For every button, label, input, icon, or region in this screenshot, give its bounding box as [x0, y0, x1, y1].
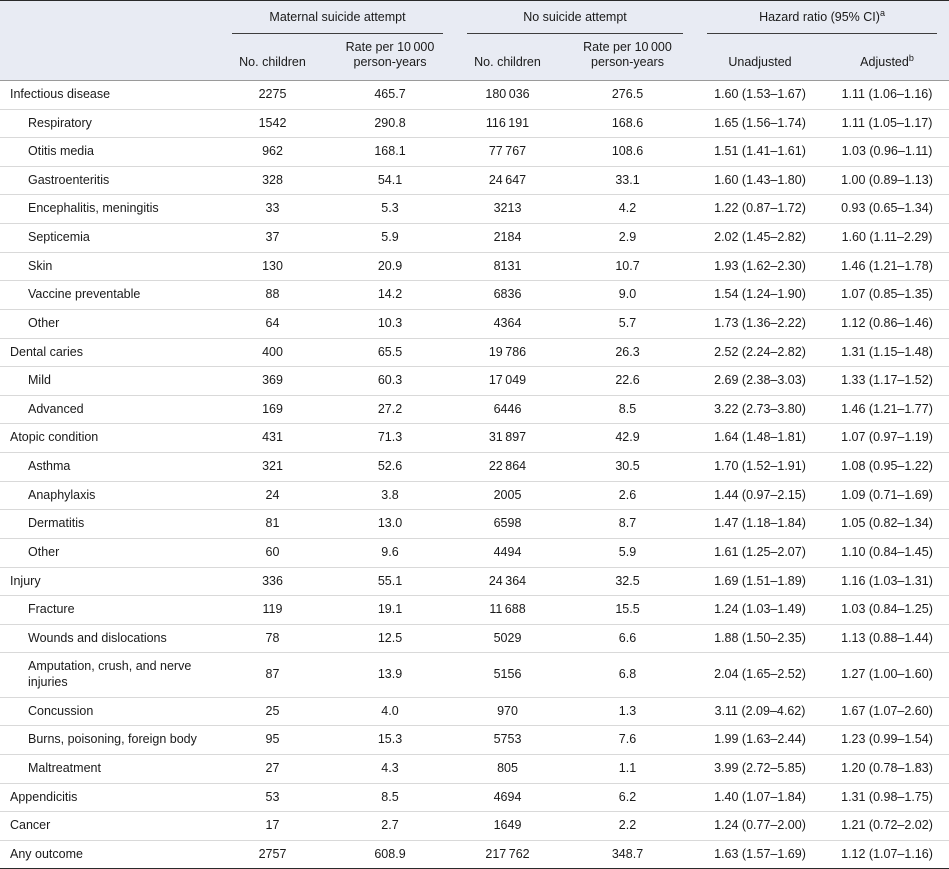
value-cell: 2.2 — [618, 818, 637, 833]
value-cell: 336 — [262, 573, 283, 588]
value-cell: 431 — [262, 430, 283, 445]
value-cell: 27 — [265, 760, 280, 775]
value-cell: 2.02 (1.45–2.82) — [714, 230, 806, 244]
outcome-label: Dermatitis — [28, 516, 85, 531]
value-cell: 24 364 — [488, 573, 527, 588]
value-cell: 14.2 — [377, 287, 403, 302]
value-cell: 1.21 (0.72–2.02) — [841, 818, 933, 833]
value-cell: 1.07 (0.97–1.19) — [841, 430, 933, 445]
col-header-rate-unexposed: Rate per 10 000 person-years — [583, 39, 672, 70]
table-row — [0, 840, 949, 869]
value-cell: 33.1 — [615, 172, 640, 187]
value-cell: 15.5 — [615, 602, 640, 617]
value-cell: 5753 — [493, 732, 522, 747]
value-cell: 3.11 (2.09–4.62) — [714, 703, 806, 718]
value-cell: 400 — [262, 344, 283, 359]
value-cell: 19.1 — [377, 602, 403, 617]
outcome-label: Asthma — [28, 459, 71, 473]
value-cell: 4494 — [493, 544, 522, 559]
value-cell: 608.9 — [374, 846, 406, 861]
table-row — [0, 653, 949, 697]
value-cell: 17 049 — [488, 373, 527, 388]
table-row — [0, 624, 949, 653]
value-cell: 1.24 (0.77–2.00) — [714, 818, 806, 833]
value-cell: 1649 — [493, 818, 522, 833]
value-cell: 4.0 — [381, 703, 399, 718]
outcome-label: Any outcome — [10, 846, 83, 861]
value-cell: 1.44 (0.97–2.15) — [714, 487, 806, 502]
table-row — [0, 367, 949, 396]
col-header-no-children-exposed: No. children — [239, 55, 306, 70]
value-cell: 1.70 (1.52–1.91) — [714, 459, 806, 473]
value-cell: 2005 — [493, 487, 522, 502]
table-row — [0, 138, 949, 167]
value-cell: 1.12 (1.07–1.16) — [841, 846, 933, 861]
value-cell: 1.08 (0.95–1.22) — [841, 459, 933, 473]
outcome-label: Infectious disease — [10, 86, 111, 101]
value-cell: 276.5 — [611, 86, 644, 101]
outcome-label: Gastroenteritis — [28, 172, 110, 187]
table-body — [0, 80, 949, 869]
value-cell: 42.9 — [615, 430, 640, 445]
value-cell: 5.9 — [618, 544, 637, 559]
value-cell: 22.6 — [615, 373, 640, 388]
value-cell: 5.9 — [381, 230, 399, 244]
value-cell: 1.54 (1.24–1.90) — [714, 287, 806, 302]
outcome-label: Dental caries — [10, 344, 83, 359]
value-cell: 1.3 — [618, 703, 637, 718]
value-cell: 1.93 (1.62–2.30) — [714, 258, 806, 273]
value-cell: 13.0 — [377, 516, 403, 531]
outcome-label: Atopic condition — [10, 430, 99, 445]
value-cell: 32.5 — [615, 573, 640, 588]
outcome-label: Injury — [10, 573, 41, 588]
value-cell: 5156 — [493, 667, 522, 682]
value-cell: 8.7 — [618, 516, 637, 531]
group-label: No suicide attempt — [523, 10, 627, 24]
value-cell: 10.7 — [615, 258, 640, 273]
value-cell: 64 — [265, 315, 280, 330]
value-cell: 54.1 — [377, 172, 403, 187]
outcome-label: Amputation, crush, and nerve injuries — [28, 659, 192, 689]
value-cell: 1.12 (0.86–1.46) — [841, 315, 933, 330]
value-cell: 2275 — [258, 86, 287, 101]
value-cell: 0.93 (0.65–1.34) — [841, 201, 933, 216]
value-cell: 1.51 (1.41–1.61) — [714, 144, 806, 159]
table-row — [0, 195, 949, 224]
table-row — [0, 726, 949, 755]
value-cell: 5.7 — [618, 315, 637, 330]
value-cell: 1.65 (1.56–1.74) — [714, 115, 806, 130]
value-cell: 1.31 (0.98–1.75) — [841, 789, 933, 804]
table-row — [0, 309, 949, 338]
group-label: Maternal suicide attempt — [269, 10, 406, 24]
outcome-label: Burns, poisoning, foreign body — [28, 732, 197, 747]
value-cell: 2.52 (2.24–2.82) — [714, 344, 806, 359]
value-cell: 4364 — [493, 315, 522, 330]
value-cell: 2.69 (2.38–3.03) — [714, 373, 806, 388]
value-cell: 1.07 (0.85–1.35) — [841, 287, 933, 302]
value-cell: 9.6 — [381, 544, 399, 559]
value-cell: 77 767 — [488, 144, 527, 159]
value-cell: 10.3 — [377, 315, 403, 330]
value-cell: 465.7 — [374, 86, 406, 101]
value-cell: 22 864 — [488, 459, 527, 473]
value-cell: 108.6 — [611, 144, 644, 159]
value-cell: 1.03 (0.96–1.11) — [841, 144, 933, 159]
value-cell: 4694 — [493, 789, 522, 804]
outcome-label: Advanced — [28, 401, 84, 416]
outcome-label: Other — [28, 315, 60, 330]
value-cell: 37 — [265, 230, 280, 244]
table-row — [0, 338, 949, 367]
outcome-label: Appendicitis — [10, 789, 78, 804]
value-cell: 1.46 (1.21–1.77) — [841, 401, 933, 416]
value-cell: 168.1 — [374, 144, 406, 159]
value-cell: 12.5 — [377, 630, 403, 645]
table-row — [0, 424, 949, 453]
table-row — [0, 109, 949, 138]
outcome-label: Otitis media — [28, 144, 94, 159]
col-header-no-children-unexposed: No. children — [474, 55, 541, 70]
empty-header-cell — [0, 1, 220, 34]
group-label: Hazard ratio (95% CI) — [759, 10, 880, 24]
value-cell: 1.16 (1.03–1.31) — [841, 573, 933, 588]
table-row — [0, 697, 949, 726]
value-cell: 9.0 — [618, 287, 637, 302]
value-cell: 53 — [265, 789, 280, 804]
value-cell: 217 762 — [485, 846, 530, 861]
table-header — [0, 1, 949, 81]
value-cell: 1.67 (1.07–2.60) — [841, 703, 933, 718]
outcome-label: Cancer — [10, 818, 51, 833]
value-cell: 3213 — [493, 201, 522, 216]
value-cell: 328 — [262, 172, 283, 187]
value-cell: 65.5 — [377, 344, 403, 359]
value-cell: 88 — [265, 287, 280, 302]
value-cell: 1.00 (0.89–1.13) — [841, 172, 933, 187]
value-cell: 1.60 (1.53–1.67) — [714, 86, 806, 101]
value-cell: 169 — [262, 401, 283, 416]
footnote-marker-b: b — [908, 53, 914, 64]
value-cell: 8.5 — [618, 401, 637, 416]
outcome-label: Maltreatment — [28, 760, 101, 775]
table-row — [0, 510, 949, 539]
value-cell: 1.03 (0.84–1.25) — [841, 602, 933, 617]
sub-header-row — [0, 34, 949, 81]
outcome-label: Mild — [28, 373, 51, 388]
value-cell: 24 — [265, 487, 280, 502]
value-cell: 6598 — [493, 516, 522, 531]
outcome-label: Skin — [28, 258, 53, 273]
table-row — [0, 281, 949, 310]
table-row — [0, 166, 949, 195]
value-cell: 290.8 — [374, 115, 406, 130]
table-row — [0, 783, 949, 812]
value-cell: 1.47 (1.18–1.84) — [714, 516, 806, 531]
value-cell: 1.61 (1.25–2.07) — [714, 544, 806, 559]
value-cell: 6.6 — [618, 630, 637, 645]
value-cell: 5.3 — [381, 201, 399, 216]
value-cell: 1.23 (0.99–1.54) — [841, 732, 933, 747]
value-cell: 805 — [497, 760, 518, 775]
value-cell: 116 191 — [485, 115, 530, 130]
value-cell: 1.27 (1.00–1.60) — [841, 667, 933, 682]
value-cell: 1.60 (1.43–1.80) — [714, 172, 806, 187]
value-cell: 78 — [265, 630, 280, 645]
value-cell: 1.69 (1.51–1.89) — [714, 573, 806, 588]
outcome-label: Fracture — [28, 602, 75, 617]
value-cell: 1.88 (1.50–2.35) — [714, 630, 806, 645]
value-cell: 3.8 — [381, 487, 399, 502]
value-cell: 1.46 (1.21–1.78) — [841, 258, 933, 273]
value-cell: 6.8 — [618, 667, 637, 682]
outcome-label: Other — [28, 544, 60, 559]
value-cell: 1.33 (1.17–1.52) — [841, 373, 933, 388]
value-cell: 17 — [265, 818, 280, 833]
value-cell: 25 — [265, 703, 280, 718]
table-row — [0, 224, 949, 253]
value-cell: 5029 — [493, 630, 522, 645]
value-cell: 1.05 (0.82–1.34) — [841, 516, 933, 531]
value-cell: 71.3 — [377, 430, 403, 445]
table-row — [0, 596, 949, 625]
value-cell: 26.3 — [615, 344, 640, 359]
value-cell: 1.31 (1.15–1.48) — [841, 344, 933, 359]
table-row — [0, 812, 949, 841]
value-cell: 60.3 — [377, 373, 403, 388]
value-cell: 52.6 — [377, 459, 403, 473]
value-cell: 1542 — [258, 115, 287, 130]
value-cell: 1.1 — [618, 760, 637, 775]
outcome-label: Encephalitis, meningitis — [28, 201, 159, 216]
value-cell: 1.10 (0.84–1.45) — [841, 544, 933, 559]
table-row — [0, 80, 949, 109]
group-header-no-suicide-attempt — [455, 1, 695, 34]
value-cell: 6446 — [493, 401, 522, 416]
value-cell: 33 — [265, 201, 280, 216]
value-cell: 3.99 (2.72–5.85) — [714, 760, 806, 775]
value-cell: 2.04 (1.65–2.52) — [714, 667, 806, 682]
table-row — [0, 754, 949, 783]
value-cell: 1.22 (0.87–1.72) — [714, 201, 806, 216]
value-cell: 8131 — [493, 258, 522, 273]
value-cell: 2.6 — [618, 487, 637, 502]
value-cell: 3.22 (2.73–3.80) — [714, 401, 806, 416]
value-cell: 180 036 — [485, 86, 530, 101]
value-cell: 1.63 (1.57–1.69) — [714, 846, 806, 861]
value-cell: 1.64 (1.48–1.81) — [714, 430, 806, 445]
value-cell: 2.7 — [381, 818, 399, 833]
value-cell: 11 688 — [489, 602, 526, 617]
value-cell: 168.6 — [611, 115, 644, 130]
outcome-label: Concussion — [28, 703, 94, 718]
column-group-row — [0, 1, 949, 34]
value-cell: 6836 — [493, 287, 522, 302]
value-cell: 2757 — [258, 846, 287, 861]
value-cell: 1.11 (1.06–1.16) — [841, 86, 933, 101]
table-row — [0, 538, 949, 567]
value-cell: 31 897 — [488, 430, 527, 445]
value-cell: 1.99 (1.63–2.44) — [714, 732, 806, 747]
value-cell: 119 — [262, 602, 283, 617]
value-cell: 13.9 — [377, 667, 403, 682]
value-cell: 1.13 (0.88–1.44) — [841, 630, 933, 645]
value-cell: 87 — [265, 667, 280, 682]
table-row — [0, 395, 949, 424]
value-cell: 55.1 — [377, 573, 403, 588]
value-cell: 4.3 — [381, 760, 399, 775]
value-cell: 1.73 (1.36–2.22) — [714, 315, 806, 330]
value-cell: 1.09 (0.71–1.69) — [841, 487, 933, 502]
outcome-label: Respiratory — [28, 115, 92, 130]
table-row — [0, 481, 949, 510]
value-cell: 369 — [262, 373, 283, 388]
footnote-marker-a: a — [879, 7, 885, 18]
value-cell: 970 — [497, 703, 518, 718]
value-cell: 95 — [265, 732, 280, 747]
value-cell: 30.5 — [615, 459, 640, 473]
table-row — [0, 567, 949, 596]
value-cell: 24 647 — [488, 172, 527, 187]
value-cell: 1.24 (1.03–1.49) — [714, 602, 806, 617]
value-cell: 19 786 — [488, 344, 527, 359]
value-cell: 1.11 (1.05–1.17) — [841, 115, 933, 130]
value-cell: 348.7 — [611, 846, 644, 861]
value-cell: 8.5 — [381, 789, 399, 804]
value-cell: 27.2 — [377, 401, 403, 416]
outcome-label: Wounds and dislocations — [28, 630, 167, 645]
value-cell: 130 — [262, 258, 283, 273]
value-cell: 81 — [265, 516, 280, 531]
value-cell: 7.6 — [618, 732, 637, 747]
value-cell: 962 — [262, 144, 283, 159]
table-row — [0, 453, 949, 482]
value-cell: 4.2 — [618, 201, 637, 216]
value-cell: 20.9 — [377, 258, 403, 273]
value-cell: 321 — [262, 459, 283, 473]
value-cell: 1.60 (1.11–2.29) — [841, 230, 933, 244]
group-header-hazard-ratio — [695, 1, 949, 34]
value-cell: 6.2 — [618, 789, 637, 804]
value-cell: 1.40 (1.07–1.84) — [714, 789, 806, 804]
value-cell: 2.9 — [618, 230, 637, 244]
table-row — [0, 252, 949, 281]
col-header-adjusted: Adjusted$^b$ — [860, 53, 914, 70]
value-cell: 15.3 — [377, 732, 403, 747]
value-cell: 1.20 (0.78–1.83) — [841, 760, 933, 775]
outcome-label: Vaccine preventable — [28, 287, 141, 302]
empty-header-cell — [0, 34, 220, 81]
outcome-label: Anaphylaxis — [28, 487, 96, 502]
col-header-rate-exposed: Rate per 10 000 person-years — [345, 39, 435, 70]
col-header-unadjusted: Unadjusted — [728, 55, 792, 70]
group-header-maternal-suicide-attempt — [220, 1, 455, 34]
value-cell: 60 — [265, 544, 280, 559]
outcome-label: Septicemia — [28, 230, 90, 244]
value-cell: 2184 — [493, 230, 522, 244]
